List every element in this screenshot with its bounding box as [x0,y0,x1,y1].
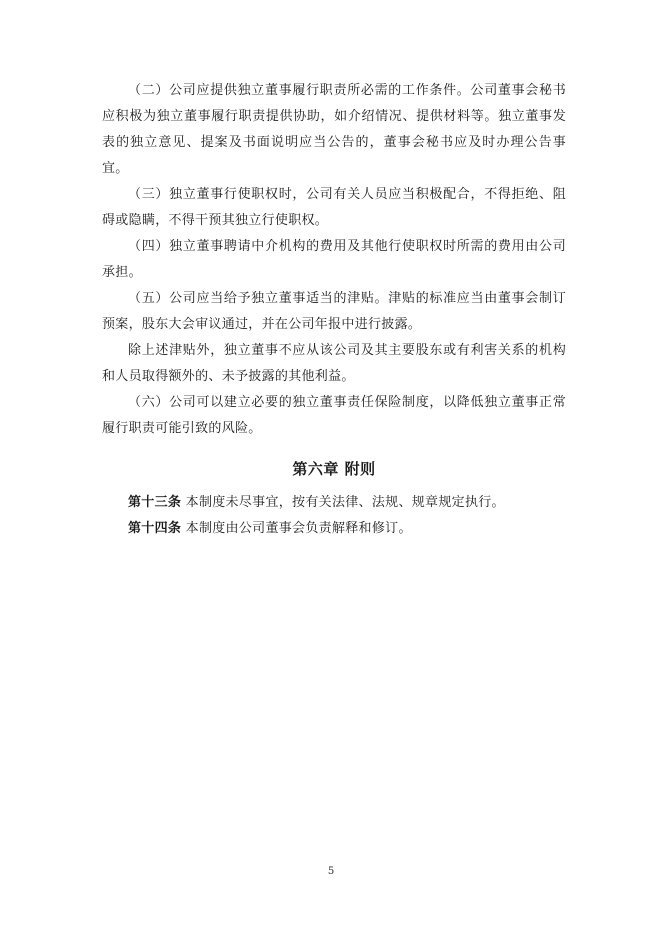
paragraph-6: （六）公司可以建立必要的独立董事责任保险制度，以降低独立董事正常履行职责可能引致的风险。 [102,395,566,436]
article-14 [102,516,566,542]
article-13-number: 第十三条 [128,495,182,510]
article-14-number: 第十四条 [128,521,182,536]
article-13-text: 本制度未尽事宜，按有关法律、法规、规章规定执行。 [185,495,505,510]
paragraph-allowance-note: 除上述津贴外，独立董事不应从该公司及其主要股东或有利害关系的机构和人员取得额外的、未予披露的其他利益。 [102,343,566,384]
paragraph-3: （三）独立董事行使职权时，公司有关人员应当积极配合，不得拒绝、阻碍或隐瞒，不得干预其独立行使职权。 [102,187,566,228]
document-body [102,78,566,542]
page-number: 5 [327,866,335,877]
paragraph-2: （二）公司应提供独立董事履行职责所必需的工作条件。公司董事会秘书应积极为独立董事履行职责提供协助，如介绍情况、提供材料等。独立董事发表的独立意见、提案及书面说明应当公告的，董事会秘书应及时办理公告事宜。 [102,83,566,176]
article-13 [102,490,566,516]
paragraph-4: （四）独立董事聘请中介机构的费用及其他行使职权时所需的费用由公司承担。 [102,239,566,280]
paragraph-5: （五）公司应当给予独立董事适当的津贴。津贴的标准应当由董事会制订预案，股东大会审议通过，并在公司年报中进行披露。 [102,291,566,332]
article-14-text: 本制度由公司董事会负责解释和修订。 [185,521,412,536]
chapter-title: 第六章 附则 [292,460,376,478]
